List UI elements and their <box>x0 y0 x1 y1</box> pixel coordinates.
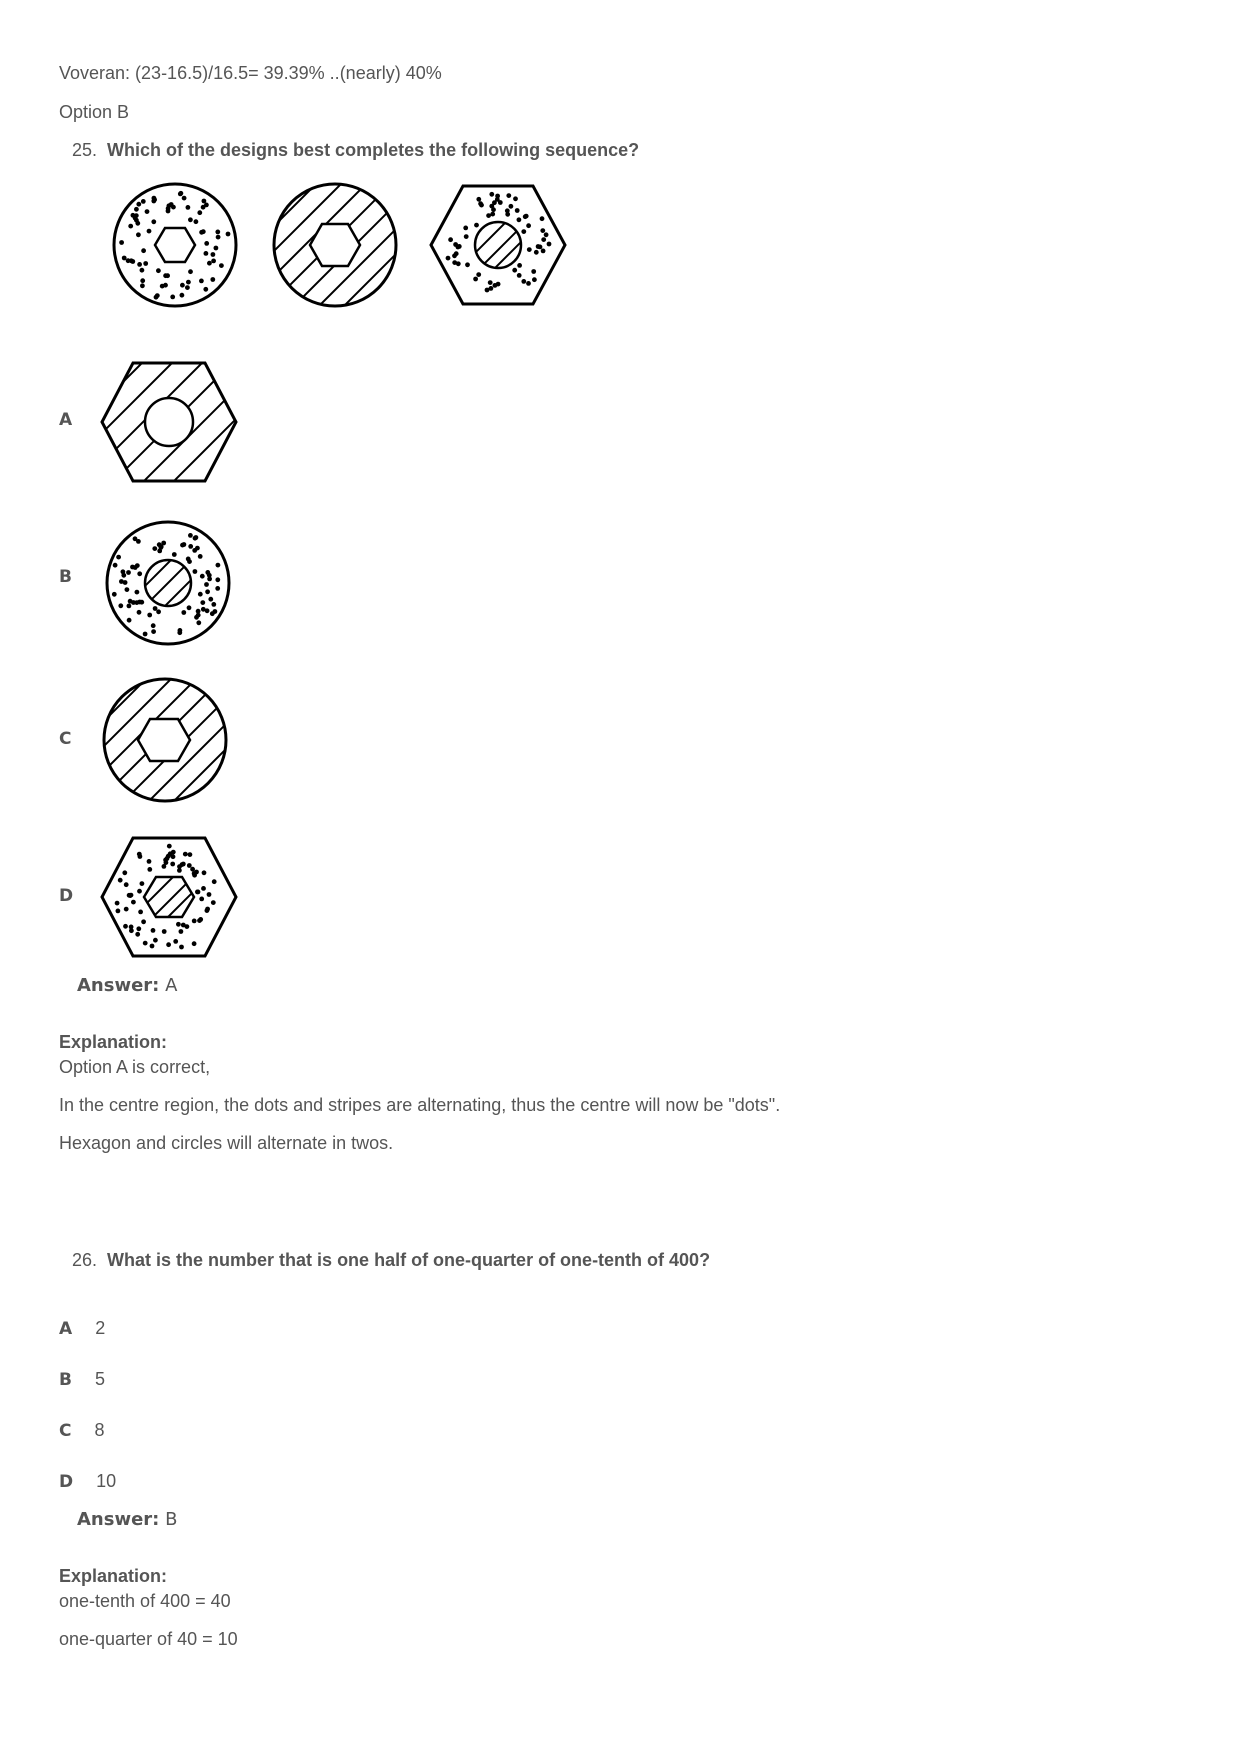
question-number: 25. <box>72 140 98 160</box>
answer-label: Answer: <box>77 975 160 996</box>
explanation-heading: Explanation: <box>59 1566 168 1586</box>
option-label: D <box>59 1472 74 1492</box>
option-c[interactable] <box>59 1420 105 1441</box>
sequence-figure-2 <box>270 180 400 310</box>
option-value: 2 <box>95 1318 106 1338</box>
question-text: Which of the designs best completes the following sequence? <box>107 140 640 160</box>
option-d-figure[interactable] <box>100 835 240 960</box>
dot-pattern <box>115 844 217 950</box>
option-a[interactable] <box>59 1318 105 1339</box>
sequence-figure-3 <box>428 180 568 310</box>
answer-value: A <box>165 975 178 996</box>
prev-option: Option B <box>59 102 130 122</box>
option-label: B <box>59 1370 72 1390</box>
answer-26 <box>77 1509 177 1530</box>
explanation-heading: Explanation: <box>59 1032 168 1052</box>
option-label: A <box>59 1319 73 1339</box>
explanation-line: Hexagon and circles will alternate in twos. <box>59 1133 394 1153</box>
option-d-label[interactable]: D <box>59 886 74 906</box>
dot-pattern <box>446 192 552 293</box>
answer-label: Answer: <box>77 1509 160 1530</box>
option-a-figure[interactable] <box>100 360 240 485</box>
explanation-line: In the centre region, the dots and stripes are alternating, thus the centre will now be "dots". <box>59 1095 781 1115</box>
option-b-label[interactable]: B <box>59 567 72 587</box>
option-c-label[interactable]: C <box>59 729 72 749</box>
question-number: 26. <box>72 1250 98 1270</box>
option-c-figure[interactable] <box>100 675 230 805</box>
option-value: 10 <box>96 1471 117 1491</box>
question-25 <box>72 138 639 162</box>
option-d[interactable] <box>59 1471 116 1492</box>
question-text: What is the number that is one half of one-quarter of one-tenth of 400? <box>107 1250 711 1270</box>
explanation-line: Option A is correct, <box>59 1057 211 1077</box>
explanation-line: one-tenth of 400 = 40 <box>59 1591 231 1611</box>
option-value: 8 <box>94 1420 105 1440</box>
option-b-figure[interactable] <box>103 518 233 648</box>
sequence-figure-1 <box>110 180 240 310</box>
question-26 <box>72 1248 710 1272</box>
explanation-line: one-quarter of 40 = 10 <box>59 1629 238 1649</box>
prev-calculation: Voveran: (23-16.5)/16.5= 39.39% ..(nearly) 40% <box>59 63 442 83</box>
answer-value: B <box>165 1509 178 1530</box>
answer-25 <box>77 975 177 996</box>
option-b[interactable] <box>59 1369 105 1390</box>
option-a-label[interactable]: A <box>59 410 73 430</box>
option-label: C <box>59 1421 72 1441</box>
option-value: 5 <box>94 1369 105 1389</box>
